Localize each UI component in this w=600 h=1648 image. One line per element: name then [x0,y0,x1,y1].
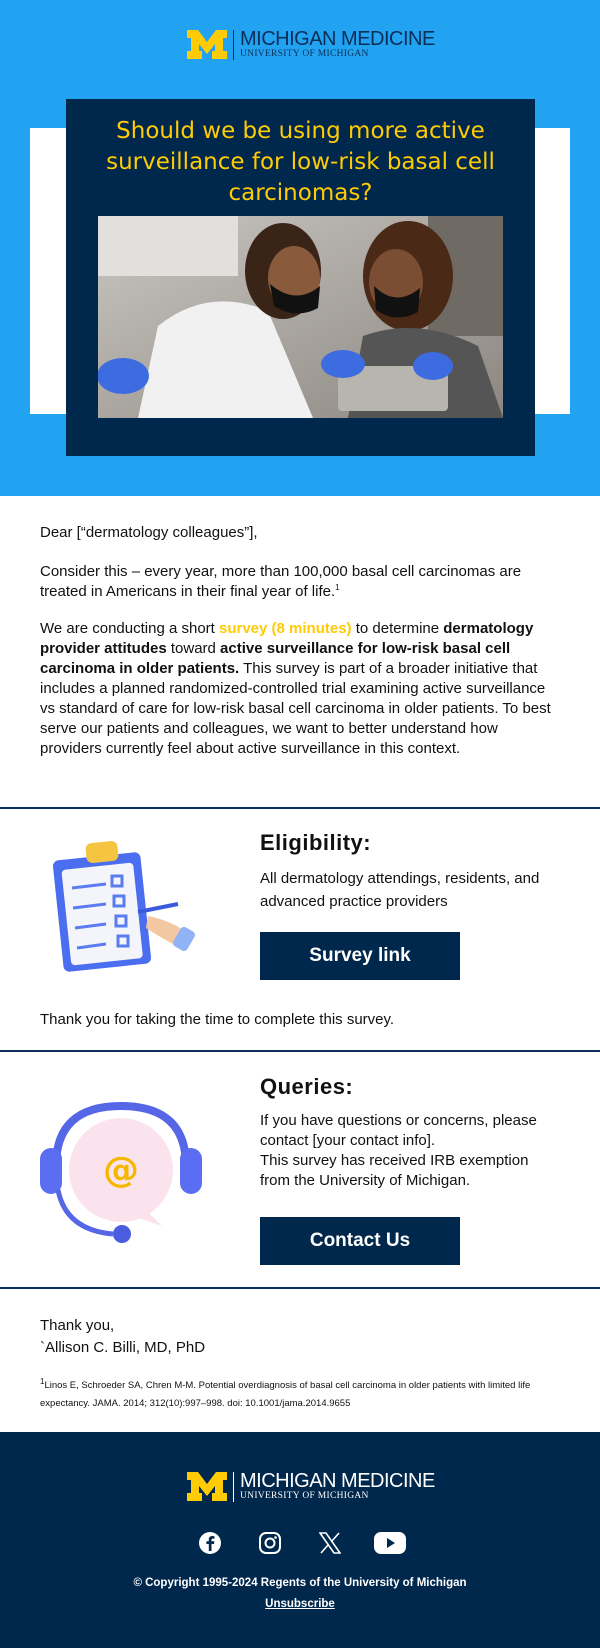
block-m-icon [187,30,227,59]
survey-thanks: Thank you for taking the time to complete this survey. [40,1011,395,1028]
logo-title: MICHIGAN MEDICINE [240,28,435,50]
eligibility-text: All dermatology attendings, residents, and advanced practice providers [260,870,540,910]
signoff-name: `Allison C. Billi, MD, PhD [40,1339,206,1356]
hero-card [66,99,535,456]
footnote: $^1$Linos E, Schroeder SA, Chren M-M. Potential overdiagnosis of basal cell carcinoma in older patients with limited life expectancy. JAMA. 2014; 312(10):997–998. doi: 10.1001/jama.2014.9655 [40,1376,531,1409]
svg-text:@: @ [103,1150,139,1191]
logo-title: MICHIGAN MEDICINE [240,1470,435,1492]
copyright-text: © Copyright 1995-2024 Regents of the University of Michigan [133,1577,467,1589]
signoff [40,1315,560,1359]
hero-title: Should we be using more active surveillance for low-risk basal cell carcinomas? [106,118,495,206]
researchers-in-lab-photo [98,216,503,418]
greeting: Dear [“dermatology colleagues”], [40,524,258,541]
footnote-text: Linos E, Schroeder SA, Chren M-M. Potential overdiagnosis of basal cell carcinoma in older patients with limited life expectancy. JAMA. 2014; 312(10):997–998. doi: 10.1001/jama.2014.9655 [40,1380,531,1409]
queries-irb-line: This survey has received IRB exemption from the University of Michigan. [260,1152,529,1189]
unsubscribe-link[interactable]: Unsubscribe [265,1598,335,1610]
intro-text: Consider this – every year, more than 100,000 basal cell carcinomas are treated in Americans in their final year of life. [40,563,522,600]
facebook-icon[interactable] [194,1529,226,1557]
logo-subtitle: UNIVERSITY OF MICHIGAN [240,49,369,59]
survey-inline-link[interactable]: survey (8 minutes) [219,620,352,637]
intro-paragraph [40,562,560,602]
section-divider [0,1287,600,1289]
queries-title: Queries: [260,1074,354,1099]
signoff-thanks: Thank you, [40,1317,115,1334]
eligibility-title: Eligibility: [260,830,372,855]
block-m-icon [187,1472,227,1501]
headset-at-icon [38,1100,204,1250]
footer-michigan-medicine-logo[interactable] [187,1471,435,1502]
footnote-ref[interactable]: 1 [335,583,340,592]
logo-divider [233,1472,234,1502]
hero-banner [0,0,600,496]
queries-text [260,1111,560,1191]
youtube-icon[interactable] [374,1529,406,1557]
survey-link-button[interactable]: Survey link [260,932,460,980]
logo-divider [233,30,234,60]
contact-us-button[interactable]: Contact Us [260,1217,460,1265]
instagram-icon[interactable] [254,1529,286,1557]
section-divider [0,807,600,809]
logo-subtitle: UNIVERSITY OF MICHIGAN [240,1491,369,1501]
queries-contact-line: If you have questions or concerns, please contact [your contact info]. [260,1112,537,1149]
x-icon[interactable] [314,1529,346,1557]
footer [0,1432,600,1648]
michigan-medicine-logo[interactable] [187,29,435,60]
clipboard-checklist-icon [48,836,198,976]
survey-paragraph: We are conducting a short survey (8 minutes) to determine dermatology provider attitudes toward active surveillance for low-risk basal cell carcinoma in older patients. This survey is part of a broader initiative that includes a planned randomized-controlled trial examining active surveillance vs standard of care for low-risk basal cell carcinoma in older patients. To best serve our patients and colleagues, we want to better understand how providers currently feel about active surveillance in this context. [40,620,551,757]
social-links [0,1529,600,1557]
section-divider [0,1050,600,1052]
